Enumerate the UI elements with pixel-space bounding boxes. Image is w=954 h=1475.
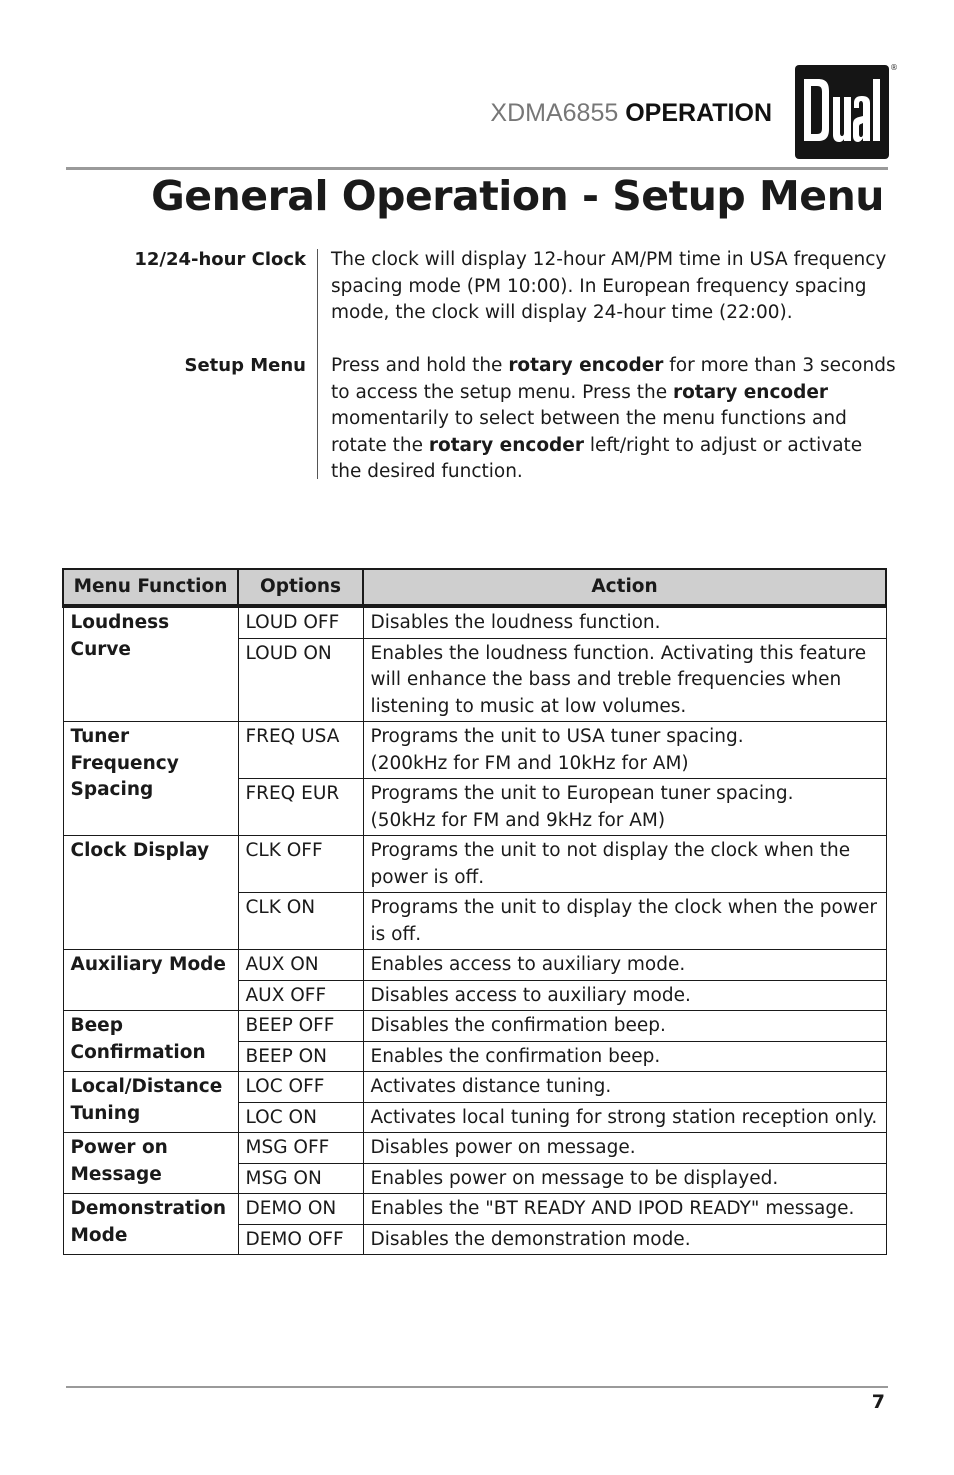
intro-desc-setup [331,353,896,486]
intro-desc-clock: The clock will display 12-hour AM/PM time in USA frequency spacing mode (PM 10:00). In European frequency spacing mode, the clock will display 24-hour time (22:00). [331,249,887,323]
function-demonstration-mode: Demonstration Mode [63,1194,238,1255]
option-cell: DEMO OFF [238,1224,363,1255]
function-clock-display: Clock Display [63,836,238,950]
option-cell: CLK ON [238,893,363,950]
function-loudness: Loudness Curve [63,606,238,722]
option-cell: MSG ON [238,1163,363,1194]
action-cell [363,722,886,779]
function-local-distance: Local/Distance Tuning [63,1072,238,1133]
registered-mark: ® [890,63,898,72]
page-header [0,0,954,170]
dual-logo-graphic [795,65,889,159]
dual-logo [795,65,889,159]
option-cell: FREQ EUR [238,779,363,836]
action-line-2: (50kHz for FM and 9kHz for AM) [370,809,666,831]
action-line-2: (200kHz for FM and 10kHz for AM) [370,752,689,774]
option-cell: CLK OFF [238,836,363,893]
action-cell: Activates distance tuning. [363,1072,886,1103]
page-title: General Operation - Setup Menu [151,172,884,220]
option-cell: AUX ON [238,950,363,981]
table-row [63,722,886,779]
table-row [63,836,886,893]
action-cell [363,779,886,836]
table-row [63,1133,886,1164]
action-cell: Disables the confirmation beep. [363,1011,886,1042]
table-row [63,1072,886,1103]
section-title [490,96,772,130]
action-cell: Enables the loudness function. Activating this feature will enhance the bass and treble frequencies when listening to music at low volumes. [363,638,886,722]
model-name: XDMA6855 [490,99,619,127]
action-cell: Programs the unit to not display the clock when the power is off. [363,836,886,893]
action-cell: Disables power on message. [363,1133,886,1164]
intro-term-setup: Setup Menu [184,355,306,376]
option-cell: AUX OFF [238,980,363,1011]
setup-term-rotary-3: rotary encoder [428,434,584,456]
intro-clock [0,247,954,353]
footer-divider [66,1386,888,1388]
function-power-on-message: Power on Message [63,1133,238,1194]
table-row [63,1194,886,1225]
option-cell: LOUD ON [238,638,363,722]
action-cell: Enables access to auxiliary mode. [363,950,886,981]
table-row [63,950,886,981]
table-row [63,1011,886,1042]
option-cell: BEEP ON [238,1041,363,1072]
setup-term-rotary-2: rotary encoder [672,381,829,403]
option-cell: MSG OFF [238,1133,363,1164]
option-cell: LOUD OFF [238,606,363,638]
option-cell: DEMO ON [238,1194,363,1225]
action-cell: Programs the unit to display the clock when the power is off. [363,893,886,950]
action-cell: Enables the "BT READY AND IPOD READY" message. [363,1194,886,1225]
setup-menu-table [62,568,887,1255]
header-options: Options [238,569,363,606]
option-cell: LOC ON [238,1102,363,1133]
option-cell: FREQ USA [238,722,363,779]
setup-term-rotary-1: rotary encoder [508,355,664,376]
action-cell: Enables power on message to be displayed. [363,1163,886,1194]
function-auxiliary-mode: Auxiliary Mode [63,950,238,1011]
function-beep-confirmation: Beep Confirmation [63,1011,238,1072]
table-row [63,606,886,638]
header-divider [66,167,888,170]
header-menu-function: Menu Function [63,569,238,606]
action-line: Programs the unit to European tuner spacing. [370,783,794,804]
table-header-row [63,569,886,606]
intro-section [0,247,954,482]
action-cell: Disables access to auxiliary mode. [363,980,886,1011]
option-cell: BEEP OFF [238,1011,363,1042]
option-cell: LOC OFF [238,1072,363,1103]
intro-term-clock: 12/24-hour Clock [134,249,306,270]
action-cell: Enables the confirmation beep. [363,1041,886,1072]
action-cell: Activates local tuning for strong station reception only. [363,1102,886,1133]
action-cell: Disables the demonstration mode. [363,1224,886,1255]
setup-text-1: Press and hold the [331,355,509,376]
setup-text-3: momentarily to select between the menu functions and rotate the [331,408,847,456]
setup-text-2: for more than 3 seconds to access the setup menu. Press the [331,355,896,403]
page-number: 7 [871,1391,885,1413]
action-cell: Disables the loudness function. [363,606,886,638]
function-tuner-spacing: Tuner Frequency Spacing [63,722,238,836]
setup-text-4: left/right to adjust or activate the desired function. [331,434,863,482]
operation-label: OPERATION [625,99,772,127]
header-action: Action [363,569,886,606]
action-line: Programs the unit to USA tuner spacing. [370,726,744,747]
